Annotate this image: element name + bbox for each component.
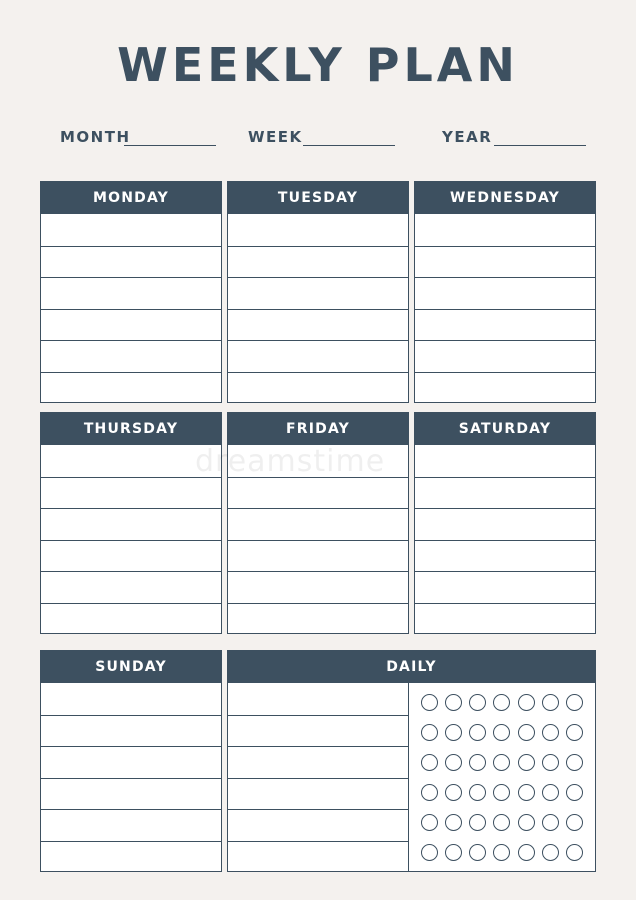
day-card-monday: [40, 181, 222, 403]
habit-cell: [563, 807, 587, 837]
habit-checkbox-circle[interactable]: [493, 724, 510, 741]
habit-checkbox-circle[interactable]: [566, 754, 583, 771]
year-label: YEAR: [442, 128, 493, 146]
habit-cell: [417, 747, 441, 777]
month-line[interactable]: [124, 145, 216, 146]
habit-cell: [514, 837, 538, 867]
habit-checkbox-circle[interactable]: [469, 844, 486, 861]
note-line[interactable]: [228, 715, 408, 747]
habit-cell: [466, 807, 490, 837]
day-card-friday: [227, 412, 409, 634]
note-line[interactable]: [228, 540, 408, 572]
note-line[interactable]: [41, 603, 221, 635]
note-line[interactable]: [41, 214, 221, 246]
year-field: [442, 128, 602, 152]
habit-checkbox-circle[interactable]: [542, 844, 559, 861]
habit-checkbox-circle[interactable]: [542, 754, 559, 771]
habit-cell: [466, 687, 490, 717]
day-header-monday: MONDAY: [41, 182, 221, 214]
note-line[interactable]: [228, 571, 408, 603]
habit-cell: [490, 807, 514, 837]
note-line[interactable]: [41, 778, 221, 810]
habit-checkbox-circle[interactable]: [518, 694, 535, 711]
note-line[interactable]: [228, 809, 408, 841]
habit-checkbox-circle[interactable]: [469, 784, 486, 801]
day-header-thursday: THURSDAY: [41, 413, 221, 445]
note-line[interactable]: [415, 477, 595, 509]
habit-checkbox-circle[interactable]: [445, 844, 462, 861]
habit-checkbox-circle[interactable]: [469, 724, 486, 741]
note-line[interactable]: [228, 277, 408, 309]
note-line[interactable]: [41, 571, 221, 603]
habit-cell: [563, 717, 587, 747]
note-line[interactable]: [41, 445, 221, 477]
note-lines: [228, 214, 408, 404]
habit-cell: [417, 837, 441, 867]
note-line[interactable]: [41, 841, 221, 873]
habit-checkbox-circle[interactable]: [421, 694, 438, 711]
habit-checkbox-circle[interactable]: [421, 724, 438, 741]
habit-cell: [490, 777, 514, 807]
week-field: [248, 128, 408, 152]
habit-checkbox-circle[interactable]: [493, 784, 510, 801]
habit-checkbox-circle[interactable]: [542, 694, 559, 711]
habit-cell: [417, 717, 441, 747]
habit-cell: [490, 717, 514, 747]
habit-cell: [441, 747, 465, 777]
month-label: MONTH: [60, 128, 131, 146]
habit-checkbox-circle[interactable]: [566, 814, 583, 831]
note-line[interactable]: [41, 477, 221, 509]
habit-checkbox-circle[interactable]: [445, 724, 462, 741]
week-line[interactable]: [303, 145, 395, 146]
note-line[interactable]: [228, 477, 408, 509]
note-line[interactable]: [41, 683, 221, 715]
habit-cell: [514, 747, 538, 777]
note-line[interactable]: [228, 603, 408, 635]
habit-checkbox-circle[interactable]: [518, 844, 535, 861]
habit-cell: [441, 837, 465, 867]
note-line[interactable]: [41, 277, 221, 309]
habit-checkbox-circle[interactable]: [445, 814, 462, 831]
note-lines: [41, 683, 221, 873]
note-line[interactable]: [41, 309, 221, 341]
note-line[interactable]: [415, 445, 595, 477]
habit-cell: [538, 807, 562, 837]
habit-cell: [514, 807, 538, 837]
habit-cell: [466, 747, 490, 777]
habit-cell: [441, 687, 465, 717]
habit-cell: [538, 687, 562, 717]
note-line[interactable]: [415, 277, 595, 309]
habit-cell: [538, 777, 562, 807]
day-card-thursday: [40, 412, 222, 634]
habit-cell: [563, 687, 587, 717]
habit-checkbox-circle[interactable]: [421, 754, 438, 771]
note-line[interactable]: [41, 540, 221, 572]
habit-cell: [514, 687, 538, 717]
note-lines: [41, 214, 221, 404]
habit-checkbox-circle[interactable]: [566, 784, 583, 801]
habit-checkbox-circle[interactable]: [518, 754, 535, 771]
habit-checkbox-circle[interactable]: [421, 844, 438, 861]
day-header-tuesday: TUESDAY: [228, 182, 408, 214]
note-line[interactable]: [41, 809, 221, 841]
day-header-saturday: SATURDAY: [415, 413, 595, 445]
note-line[interactable]: [228, 372, 408, 404]
note-lines: [41, 445, 221, 635]
habit-cell: [538, 837, 562, 867]
habit-checkbox-circle[interactable]: [493, 754, 510, 771]
habit-cell: [514, 777, 538, 807]
note-line[interactable]: [228, 309, 408, 341]
note-line[interactable]: [228, 445, 408, 477]
week-label: WEEK: [248, 128, 303, 146]
habit-cell: [466, 837, 490, 867]
note-lines: [415, 214, 595, 404]
note-line[interactable]: [415, 309, 595, 341]
note-lines: [415, 445, 595, 635]
note-line[interactable]: [415, 372, 595, 404]
day-header-wednesday: WEDNESDAY: [415, 182, 595, 214]
habit-cell: [490, 747, 514, 777]
note-lines: [228, 445, 408, 635]
habit-checkbox-circle[interactable]: [421, 814, 438, 831]
habit-checkbox-circle[interactable]: [566, 724, 583, 741]
habit-checkbox-circle[interactable]: [542, 814, 559, 831]
habit-cell: [441, 717, 465, 747]
habit-cell: [514, 717, 538, 747]
note-line[interactable]: [228, 508, 408, 540]
daily-header: DAILY: [228, 651, 595, 683]
habit-cell: [441, 807, 465, 837]
note-line[interactable]: [228, 246, 408, 278]
note-line[interactable]: [415, 246, 595, 278]
day-card-tuesday: [227, 181, 409, 403]
day-card-saturday: [414, 412, 596, 634]
note-line[interactable]: [415, 603, 595, 635]
daily-lines: [228, 683, 409, 871]
habit-checkbox-circle[interactable]: [518, 784, 535, 801]
daily-body: [228, 683, 595, 871]
habit-checkbox-circle[interactable]: [518, 724, 535, 741]
habit-cell: [417, 777, 441, 807]
note-line[interactable]: [415, 571, 595, 603]
habit-cell: [563, 747, 587, 777]
habit-cell: [466, 717, 490, 747]
year-line[interactable]: [494, 145, 586, 146]
note-line[interactable]: [228, 746, 408, 778]
habit-cell: [417, 687, 441, 717]
habit-checkbox-circle[interactable]: [566, 844, 583, 861]
habit-cell: [538, 747, 562, 777]
habit-checkbox-circle[interactable]: [493, 844, 510, 861]
habit-checkbox-circle[interactable]: [493, 694, 510, 711]
note-line[interactable]: [415, 214, 595, 246]
habit-cell: [417, 807, 441, 837]
habit-checkbox-circle[interactable]: [469, 754, 486, 771]
habit-checkbox-circle[interactable]: [445, 784, 462, 801]
note-line[interactable]: [415, 508, 595, 540]
habit-cell: [563, 777, 587, 807]
day-header-sunday: SUNDAY: [41, 651, 221, 683]
note-line[interactable]: [415, 540, 595, 572]
habit-cell: [563, 837, 587, 867]
habit-checkbox-circle[interactable]: [421, 784, 438, 801]
note-line[interactable]: [228, 340, 408, 372]
note-line[interactable]: [415, 340, 595, 372]
habit-tracker-grid: [409, 683, 595, 871]
habit-checkbox-circle[interactable]: [542, 724, 559, 741]
habit-cell: [466, 777, 490, 807]
habit-cell: [538, 717, 562, 747]
habit-cell: [441, 777, 465, 807]
habit-cell: [490, 687, 514, 717]
note-line[interactable]: [41, 746, 221, 778]
daily-card: [227, 650, 596, 872]
note-line[interactable]: [228, 778, 408, 810]
month-field: [60, 128, 220, 152]
note-line[interactable]: [41, 715, 221, 747]
page-title: WEEKLY PLAN: [117, 38, 519, 92]
habit-cell: [490, 837, 514, 867]
habit-checkbox-circle[interactable]: [518, 814, 535, 831]
habit-checkbox-circle[interactable]: [445, 694, 462, 711]
habit-checkbox-circle[interactable]: [469, 814, 486, 831]
day-header-friday: FRIDAY: [228, 413, 408, 445]
note-line[interactable]: [41, 508, 221, 540]
habit-checkbox-circle[interactable]: [566, 694, 583, 711]
note-line[interactable]: [41, 340, 221, 372]
habit-checkbox-circle[interactable]: [542, 784, 559, 801]
note-line[interactable]: [228, 683, 408, 715]
day-card-sunday: [40, 650, 222, 872]
day-card-wednesday: [414, 181, 596, 403]
note-line[interactable]: [41, 246, 221, 278]
habit-checkbox-circle[interactable]: [469, 694, 486, 711]
note-line[interactable]: [228, 214, 408, 246]
note-line[interactable]: [41, 372, 221, 404]
habit-checkbox-circle[interactable]: [493, 814, 510, 831]
note-line[interactable]: [228, 841, 408, 873]
habit-checkbox-circle[interactable]: [445, 754, 462, 771]
